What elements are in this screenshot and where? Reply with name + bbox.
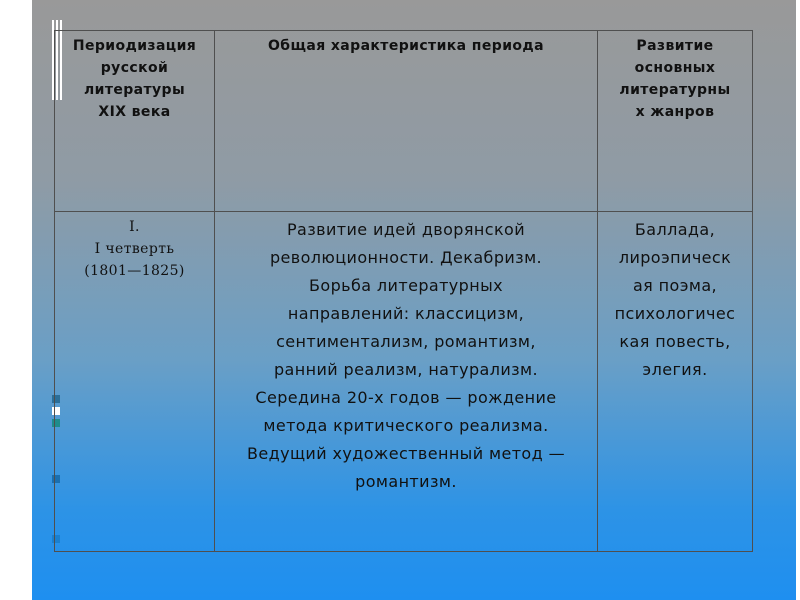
period-cell: I. I четверть (1801—1825) [55, 212, 215, 552]
literature-periods-table [54, 30, 753, 552]
table-row [55, 212, 753, 552]
header-periodization: Периодизация русской литературы XIX века [55, 31, 215, 212]
genres-cell: Баллада, лироэпическ ая поэма, психологичес кая повесть, элегия. [598, 212, 753, 552]
decor-right-edge [796, 0, 800, 600]
characteristic-cell: Развитие идей дворянской революционности. Декабризм. Борьба литературных направлений: классицизм, сентиментализм, романтизм, ранний реализм, натурализм. Середина 20-х годов — рождение метода критического реализма. Ведущий художественный метод — романтизм. [215, 212, 598, 552]
header-characteristic: Общая характеристика периода [215, 31, 598, 212]
header-genres: Развитие основных литературны х жанров [598, 31, 753, 212]
table-header-row [55, 31, 753, 212]
